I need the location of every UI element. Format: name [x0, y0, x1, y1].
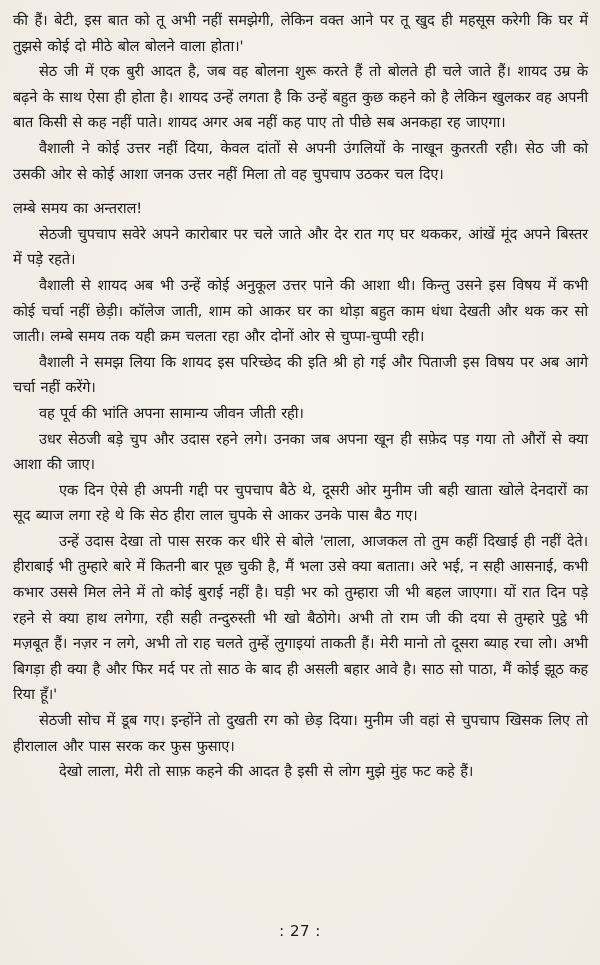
paragraph-1: की हैं। बेटी, इस बात को तू अभी नहीं समझेगी, लेकिन वक्त आने पर तू खुद ही महसूस करेगी कि घर में तुझसे कोई दो मीठे बोल बोलने वाला होता।' — [13, 12, 594, 55]
page-number: : 27 : — [279, 922, 321, 940]
paragraph-6: वैशाली से शायद अब भी उन्हें कोई अनुकूल उत्तर पाने की आशा थी। किन्तु उसने इस विषय में कभी कोई चर्चा नहीं छेड़ी। कॉलेज जाती, शाम को आकर घर का थोड़ा बहुत काम धंधा देखती और थक कर सो जाती। लम्बे समय तक यही क्रम चलता रहा और दोनों ओर से चुप्पा-चुप्पी रही। — [13, 276, 594, 346]
paragraph-5: सेठजी चुपचाप सवेरे अपने कारोबार पर चले जाते और देर रात गए घर थककर, आंखें मूंद अपने बिस्तर में पड़े रहते। — [13, 225, 594, 269]
paragraph-2: सेठ जी में एक बुरी आदत है, जब वह बोलना शुरू करते हैं तो बोलते ही चले जाते हैं। शायद उम्र के बढ़ने के साथ ऐसा ही होता है। शायद उन्हें लगता है कि उन्हें बहुत कुछ कहने को है लेकिन खुलकर वह अपनी बात किसी से कह नहीं पाते। शायद अगर अब नहीं कह पाए तो पीछे सब अनकहा रह जाएगा। — [13, 63, 594, 132]
paragraph-3: वैशाली ने कोई उत्तर नहीं दिया, केवल दांतों से अपनी उंगलियों के नाखून कुतरती रही। सेठ जी को उसकी ओर से कोई आशा जनक उत्तर नहीं मिला तो वह चुपचाप उठकर चल दिए। — [13, 139, 594, 183]
paragraph-7: वैशाली ने समझ लिया कि शायद इस परिच्छेद की इति श्री हो गई और पिताजी इस विषय पर अब आगे चर्चा नहीं करेंगे। — [13, 353, 594, 397]
paragraph-9: उधर सेठजी बड़े चुप और उदास रहने लगे। उनका जब अपना खून ही सफ़ेद पड़ गया तो औरों से क्या आशा की जाए। — [13, 430, 594, 474]
paragraph-10: एक दिन ऐसे ही अपनी गद्दी पर चुपचाप बैठे थे, दूसरी ओर मुनीम जी बही खाता खोले देनदारों का सूद ब्याज लगा रहे थे कि सेठ हीरा लाल चुपके से आकर उनके पास बैठ गए। — [13, 481, 594, 525]
paragraph-11: उन्हें उदास देखा तो पास सरक कर धीरे से बोले 'लाला, आजकल तो तुम कहीं दिखाई ही नहीं देते। हीराबाई भी तुम्हारे बारे में कितनी बार पूछ चुकी है, मैं भला उसे क्या बताता। अरे भई, न सही आसनाई, कभी कभार उससे मिल लेने में तो कोई बुराई नहीं है। घड़ी भर को तुम्हारा जी भी बहल जाएगा। यों रात दिन पड़े रहने से क्या हाथ लगेगा, रही सही तन्दुरुस्ती भी खो बैठोगे। अभी तो राम जी की दया से तुम्हारे पुट्ठे भी मज़बूत हैं। नज़र न लगे, अभी तो राह चलते तुम्हें लुगाइयां ताकती हैं। मेरी मानो तो दूसरा ब्याह रचा लो। अभी बिगड़ा ही क्या है और फिर मर्द पर तो साठ के बाद ही असली बहार आवे है। साठ सो पाठा, मैं कोई झूठ कह रिया हूँ।' — [13, 532, 594, 704]
paragraph-13: देखो लाला, मेरी तो साफ़ कहने की आदत है इसी से लोग मुझे मुंह फट कहे हैं। — [59, 763, 474, 781]
paragraph-8: वह पूर्व की भांति अपना सामान्य जीवन जीती रही। — [39, 404, 304, 422]
paragraph-12: सेठजी सोच में डूब गए। इन्होंने तो दुखती रग को छेड़ दिया। मुनीम जी वहां से चुपचाप खिसक लिए तो हीरालाल और पास सरक कर फुस फुसाए। — [13, 712, 594, 755]
paragraph-4: लम्बे समय का अन्तराल! — [13, 200, 142, 218]
